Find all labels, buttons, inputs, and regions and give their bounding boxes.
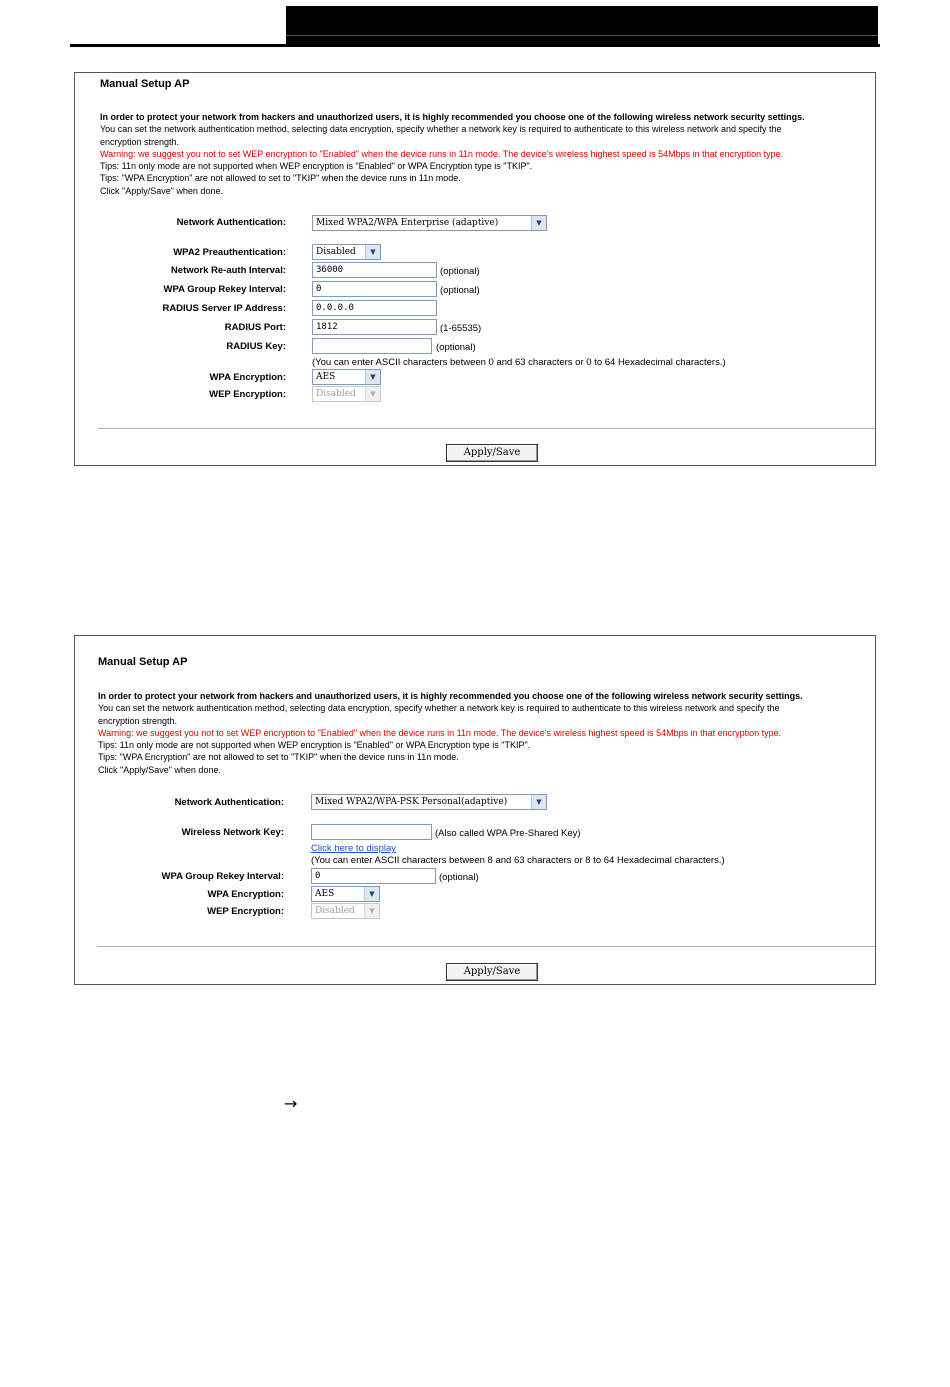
group-rekey-input[interactable]: 0 <box>311 868 436 884</box>
page-title: Manual Setup AP <box>98 656 188 668</box>
tip-text: Tips: "WPA Encryption" are not allowed to set to "TKIP" when the device runs in 11n mode. <box>100 173 461 184</box>
click-instruction: Click "Apply/Save" when done. <box>98 764 221 775</box>
manual-setup-ap-enterprise-panel <box>74 72 876 466</box>
intro-text <box>100 111 870 197</box>
click-instruction: Click "Apply/Save" when done. <box>100 185 223 196</box>
wep-encryption-select <box>311 903 380 919</box>
radius-key-input[interactable] <box>312 338 432 354</box>
wep-encryption-label: WEP Encryption: <box>207 906 284 917</box>
network-auth-select[interactable] <box>312 215 547 231</box>
tip-text: Tips: "WPA Encryption" are not allowed to set to "TKIP" when the device runs in 11n mode. <box>98 752 459 763</box>
tip-text: Tips: 11n only mode are not supported when WEP encryption is "Enabled" or WPA Encryption type is "TKIP". <box>100 161 533 172</box>
wpa2-preauth-value: Disabled <box>316 247 356 257</box>
radius-key-hint: (You can enter ASCII characters between 0 and 63 characters or 0 to 64 Hexadecimal characters.) <box>312 357 726 368</box>
reauth-interval-input[interactable]: 36000 <box>312 262 437 278</box>
group-rekey-label: WPA Group Rekey Interval: <box>163 284 286 295</box>
radius-ip-input[interactable]: 0.0.0.0 <box>312 300 437 316</box>
wep-encryption-select <box>312 386 381 402</box>
wep-encryption-label: WEP Encryption: <box>209 389 286 400</box>
page-title: Manual Setup AP <box>100 78 190 90</box>
divider <box>97 946 875 947</box>
chevron-down-icon: ▼ <box>364 904 379 918</box>
warning-text: Warning: we suggest you not to set WEP encryption to "Enabled" when the device runs in 11n mode. The device's wireless highest speed is 54Mbps in that encryption type. <box>100 148 784 159</box>
radius-key-label: RADIUS Key: <box>226 341 286 352</box>
wep-encryption-value: Disabled <box>316 389 356 399</box>
intro-line: encryption strength. <box>98 715 178 726</box>
group-rekey-label: WPA Group Rekey Interval: <box>161 871 284 882</box>
intro-text <box>98 690 868 776</box>
header-bar-line <box>286 35 878 36</box>
network-auth-value: Mixed WPA2/WPA-PSK Personal(adaptive) <box>315 797 508 807</box>
group-rekey-input[interactable]: 0 <box>312 281 437 297</box>
header-bar <box>286 6 878 44</box>
radius-port-input[interactable]: 1812 <box>312 319 437 335</box>
network-auth-select[interactable] <box>311 794 547 810</box>
header-rule <box>70 44 880 47</box>
intro-line: You can set the network authentication method, selecting data encryption, specify whether a network key is required to authenticate to this wireless network and specify the <box>100 124 782 135</box>
chevron-down-icon: ▼ <box>531 216 546 230</box>
group-rekey-note: (optional) <box>440 285 480 296</box>
radius-port-label: RADIUS Port: <box>224 322 286 333</box>
wireless-key-note: (Also called WPA Pre-Shared Key) <box>435 828 581 839</box>
wpa-encryption-value: AES <box>316 372 336 382</box>
chevron-down-icon: ▼ <box>365 245 380 259</box>
wireless-key-hint: (You can enter ASCII characters between 8 and 63 characters or 8 to 64 Hexadecimal characters.) <box>311 855 725 866</box>
manual-setup-ap-psk-panel <box>74 635 876 985</box>
right-arrow-icon: → <box>284 1094 298 1113</box>
divider <box>98 428 875 429</box>
tip-text: Tips: 11n only mode are not supported when WEP encryption is "Enabled" or WPA Encryption type is "TKIP". <box>98 740 531 751</box>
wpa-encryption-label: WPA Encryption: <box>207 889 284 900</box>
wpa2-preauth-select[interactable] <box>312 244 381 260</box>
chevron-down-icon: ▼ <box>365 387 380 401</box>
wpa-encryption-value: AES <box>315 889 335 899</box>
intro-line: encryption strength. <box>100 136 180 147</box>
network-auth-value: Mixed WPA2/WPA Enterprise (adaptive) <box>316 218 499 228</box>
wireless-key-input[interactable] <box>311 824 432 840</box>
wep-encryption-value: Disabled <box>315 906 355 916</box>
chevron-down-icon: ▼ <box>531 795 546 809</box>
warning-text: Warning: we suggest you not to set WEP encryption to "Enabled" when the device runs in 11n mode. The device's wireless highest speed is 54Mbps in that encryption type. <box>98 727 782 738</box>
intro-line: You can set the network authentication method, selecting data encryption, specify whether a network key is required to authenticate to this wireless network and specify the <box>98 703 780 714</box>
chevron-down-icon: ▼ <box>364 887 379 901</box>
reauth-interval-note: (optional) <box>440 266 480 277</box>
apply-save-button[interactable]: Apply/Save <box>446 963 538 981</box>
group-rekey-note: (optional) <box>439 872 479 883</box>
wpa-encryption-select[interactable] <box>312 369 381 385</box>
radius-ip-label: RADIUS Server IP Address: <box>162 303 286 314</box>
radius-key-note: (optional) <box>436 342 476 353</box>
click-to-display-link[interactable]: Click here to display <box>311 843 397 854</box>
apply-save-button[interactable]: Apply/Save <box>446 444 538 462</box>
radius-port-note: (1-65535) <box>440 323 482 334</box>
intro-bold-line: In order to protect your network from hackers and unauthorized users, it is highly recommended you choose one of the following wireless network security settings. <box>100 112 805 122</box>
intro-bold-line: In order to protect your network from hackers and unauthorized users, it is highly recommended you choose one of the following wireless network security settings. <box>98 691 803 701</box>
wireless-key-label: Wireless Network Key: <box>181 827 284 838</box>
wpa-encryption-label: WPA Encryption: <box>209 372 286 383</box>
chevron-down-icon: ▼ <box>365 370 380 384</box>
reauth-interval-label: Network Re-auth Interval: <box>170 265 286 276</box>
network-auth-label: Network Authentication: <box>174 797 284 808</box>
network-auth-label: Network Authentication: <box>176 217 286 228</box>
wpa2-preauth-label: WPA2 Preauthentication: <box>173 247 286 258</box>
wpa-encryption-select[interactable] <box>311 886 380 902</box>
